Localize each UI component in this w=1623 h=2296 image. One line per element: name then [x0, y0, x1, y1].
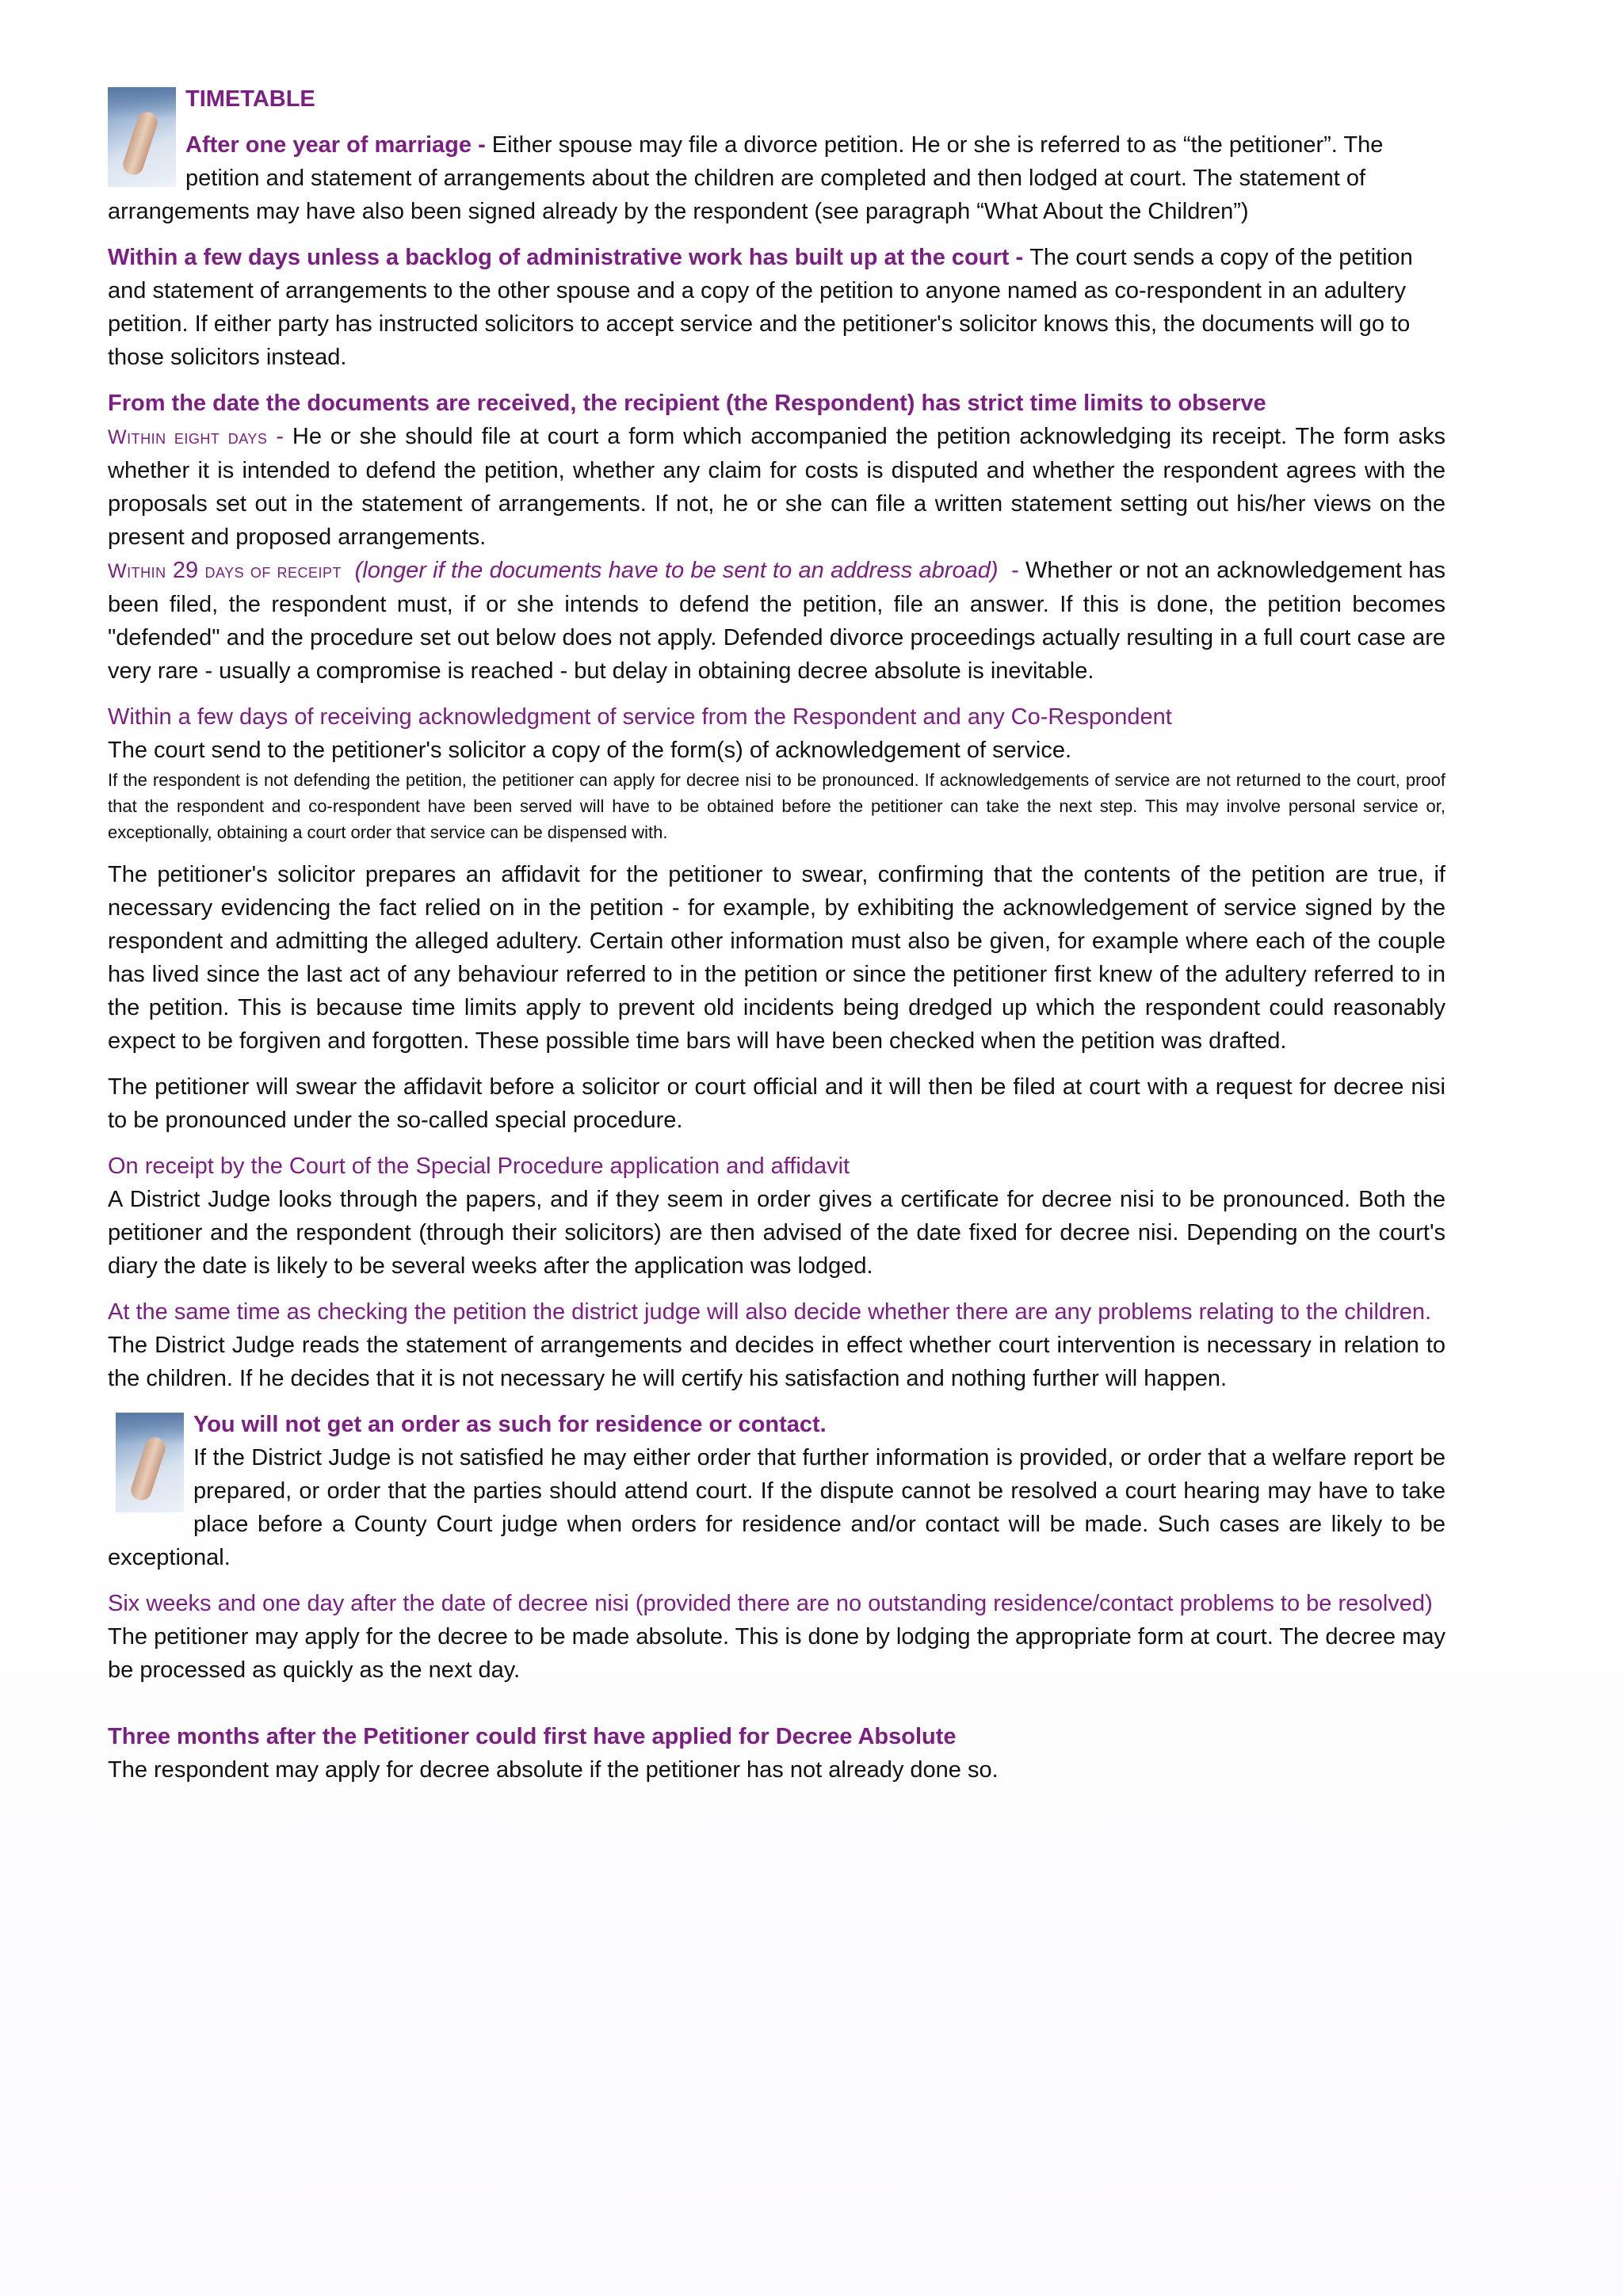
section-body: The court sends a copy of the petition and statement of arrangements to the other spouse and a copy of the petition to anyone named as co-respondent in an adultery petition. If either party has instructed solicitors to accept service and the petitioner's solicitor knows this, the documents will go to those solicitors instead. — [108, 245, 1413, 370]
section-children-heading: At the same time as checking the petition the district judge will also decide whether there are any problems relating to the children. — [108, 1299, 1432, 1325]
subsection-body: Whether or not an acknowledgement has been filed, the respondent must, if or she intends to defend the petition, file an answer. If this is done, the petition becomes "defended" and the procedure set out below does not apply. Defended divorce proceedings actually resulting in a full court case are very rare - usually a compromise is reached - but delay in obtaining decree absolute is inevitable. — [108, 558, 1445, 684]
subsection-lead-1: Within — [108, 560, 166, 582]
section-three-months-body: The respondent may apply for decree absolute if the petitioner has not already done so. — [108, 1757, 999, 1783]
section-three-months-heading: Three months after the Petitioner could first have applied for Decree Absolute — [108, 1724, 957, 1749]
subsection-lead-number: 29 — [172, 558, 199, 583]
pointing-hand-image — [108, 87, 176, 187]
section-sep: - — [1009, 245, 1030, 270]
swear-affidavit-paragraph: The petitioner will swear the affidavit before a solicitor or court official and it will then be filed at court with a request for decree nisi to be pronounced under the so-called special procedure. — [108, 1074, 1445, 1133]
subsection-lead-2: days of receipt — [204, 560, 342, 582]
section-sep: - — [472, 132, 492, 158]
section-special-procedure-heading: On receipt by the Court of the Special Procedure application and affidavit — [108, 1154, 850, 1179]
section-acknowledgment-body: The court send to the petitioner's solicitor a copy of the form(s) of acknowledgement of service. — [108, 738, 1072, 763]
section-acknowledgment-heading: Within a few days of receiving acknowledgment of service from the Respondent and any Co-Respondent — [108, 704, 1172, 730]
finger-shape — [120, 109, 160, 177]
section-time-limits-heading: From the date the documents are received, the recipient (the Respondent) has strict time limits to observe — [108, 391, 1266, 416]
section-decree-absolute-body: The petitioner may apply for the decree to be made absolute. This is done by lodging the appropriate form at court. The decree may be processed as quickly as the next day. — [108, 1624, 1445, 1683]
subsection-lead: Within eight days — [108, 426, 268, 448]
section-decree-absolute-heading: Six weeks and one day after the date of decree nisi (provided there are no outstanding residence/contact problems to be resolved) — [108, 1591, 1433, 1616]
pointing-hand-image — [116, 1413, 184, 1512]
subsection-sep: - — [1004, 558, 1026, 583]
section-special-procedure-body: A District Judge looks through the papers, and if they seem in order gives a certificate for decree nisi to be pronounced. Both the petitioner and the respondent (through their solicitors) are then advised of the date fixed for decree nisi. Depending on the court's diary the date is likely to be several weeks after the application was lodged. — [108, 1187, 1445, 1279]
section-lead: After one year of marriage — [185, 132, 472, 158]
affidavit-paragraph: The petitioner's solicitor prepares an affidavit for the petitioner to swear, confirming that the contents of the petition are true, if necessary evidencing the fact relied on in the petition - for example, by exhibiting the acknowledgement of service signed by the respondent and admitting the alleged adultery. Certain other information must also be given, for example where each of the couple has lived since the last act of any behaviour referred to in the petition or since the petitioner first knew of the adultery referred to in the petition. This is because time limits apply to prevent old incidents being dredged up which the respondent could reasonably expect to be forgiven and forgotten. These possible time bars will have been checked when the petition was drafted. — [108, 862, 1445, 1054]
timetable-content — [108, 82, 1445, 1787]
section-acknowledgment-note: If the respondent is not defending the petition, the petitioner can apply for decree nisi to be pronounced. If acknowledgements of service are not returned to the court, proof that the respondent and co-respondent have been served will have to be obtained before the petitioner can take the next step. This may involve personal service or, exceptionally, obtaining a court order that service can be dispensed with. — [108, 770, 1445, 842]
section-residence-heading: You will not get an order as such for residence or contact. — [193, 1412, 827, 1437]
subsection-note: (longer if the documents have to be sent to an address abroad) — [354, 558, 999, 583]
section-children-body: The District Judge reads the statement of arrangements and decides in effect whether court intervention is necessary in relation to the children. If he decides that it is not necessary he will certify his satisfaction and nothing further will happen. — [108, 1333, 1445, 1391]
section-lead: Within a few days unless a backlog of administrative work has built up at the court — [108, 245, 1010, 270]
section-one-year — [108, 128, 1445, 228]
subsection-sep: - — [267, 424, 292, 449]
page-title: TIMETABLE — [185, 86, 315, 112]
section-few-days — [108, 241, 1445, 374]
section-residence-contact — [108, 1408, 1445, 1574]
section-residence-body: If the District Judge is not satisfied he may either order that further information is provided, or order that a welfare report be prepared, or order that the parties should attend court. If the dispute cannot be resolved a court hearing may have to take place before a County Court judge when orders for residence and/or contact will be made. Such cases are likely to be exceptional. — [108, 1445, 1445, 1570]
section-eight-days — [108, 420, 1445, 554]
section-body: Either spouse may file a divorce petition. He or she is referred to as “the petitioner”. The petition and statement of arrangements about the children are completed and then lodged at court. The statement of arrangements may have also been signed already by the respondent (see paragraph “What About the Children”) — [108, 132, 1384, 224]
subsection-body: He or she should file at court a form which accompanied the petition acknowledging its receipt. The form asks whether it is intended to defend the petition, whether any claim for costs is disputed and whether the respondent agrees with the proposals set out in the statement of arrangements. If not, he or she can file a written statement setting out his/her views on the present and proposed arrangements. — [108, 424, 1445, 550]
finger-shape — [128, 1435, 168, 1503]
section-29-days — [108, 554, 1445, 688]
